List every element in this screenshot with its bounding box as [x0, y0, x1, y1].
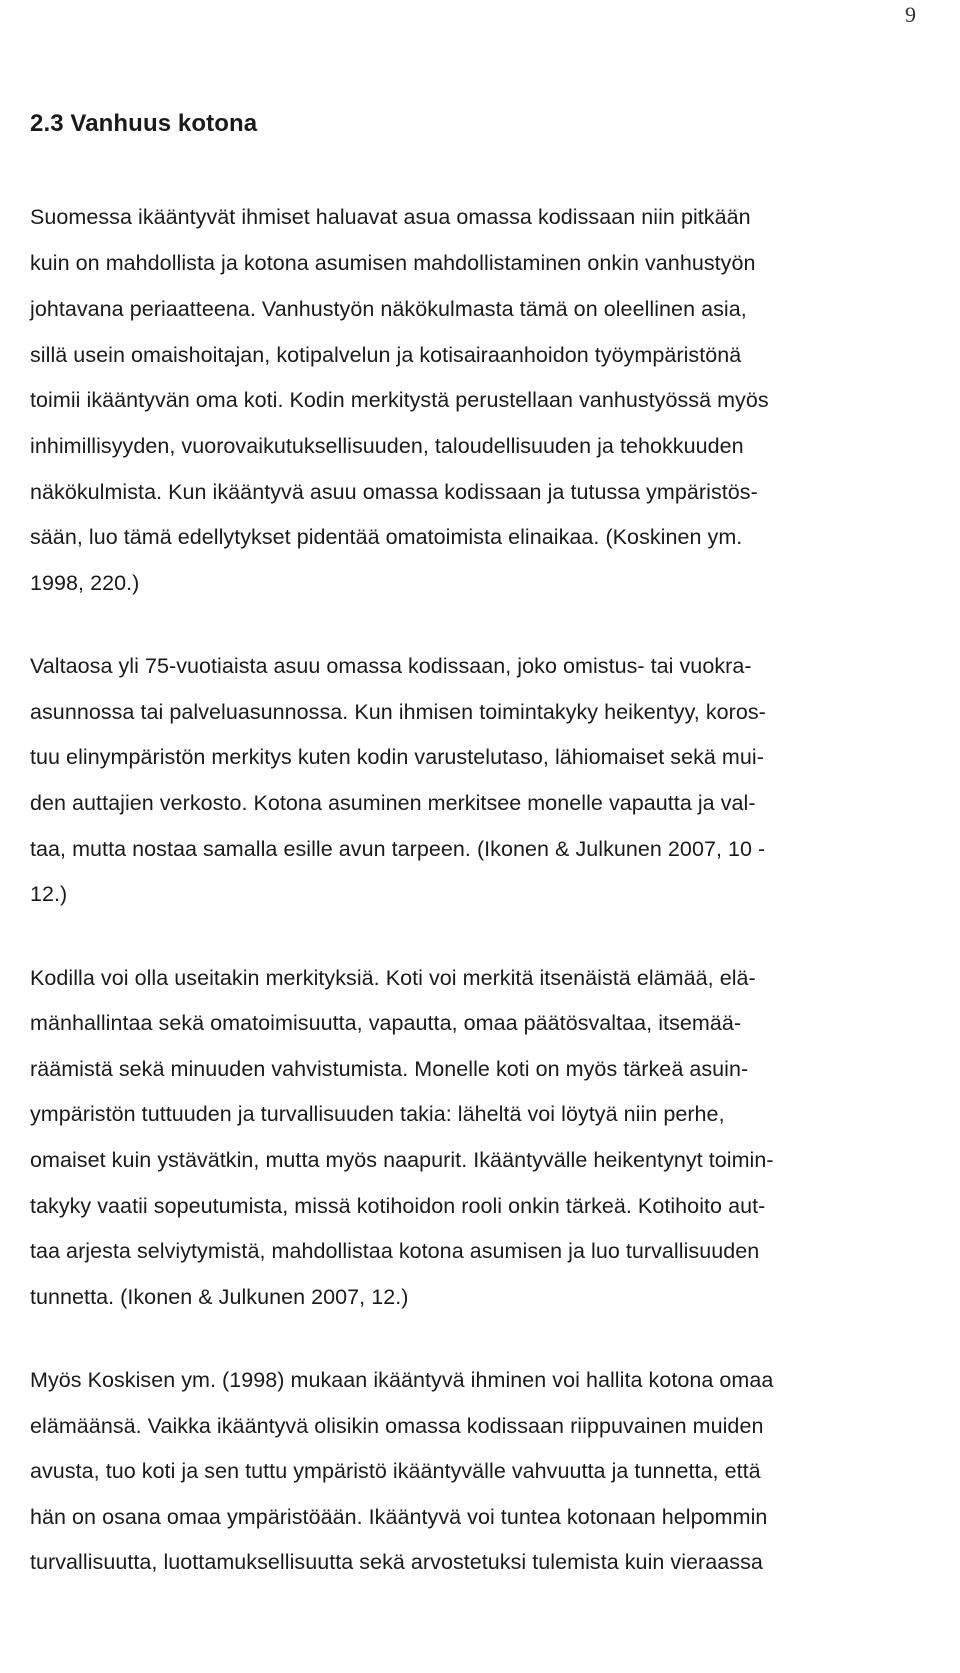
text-line: ympäristön tuttuuden ja turvallisuuden takia: läheltä voi löytyä niin perhe,	[30, 1102, 725, 1126]
text-line: den auttajien verkosto. Kotona asuminen merkitsee monelle vapautta ja val-	[30, 791, 756, 815]
text-line: sillä usein omaishoitajan, kotipalvelun ja kotisairaanhoidon työympäristönä	[30, 343, 742, 367]
section-heading: 2.3 Vanhuus kotona	[30, 110, 258, 137]
text-line: tuu elinympäristön merkitys kuten kodin varustelutaso, lähiomaiset sekä mui-	[30, 745, 764, 769]
text-line: toimii ikääntyvän oma koti. Kodin merkitystä perustellaan vanhustyössä myös	[30, 388, 769, 412]
text-line: näkökulmista. Kun ikääntyvä asuu omassa kodissaan ja tutussa ympäristös-	[30, 480, 758, 504]
text-line: avusta, tuo koti ja sen tuttu ympäristö ikääntyvälle vahvuutta ja tunnetta, että	[30, 1459, 761, 1483]
text-line: turvallisuutta, luottamuksellisuutta sekä arvostetuksi tulemista kuin vieraassa	[30, 1550, 763, 1574]
text-line: kuin on mahdollista ja kotona asumisen mahdollistaminen onkin vanhustyön	[30, 251, 756, 275]
text-line: hän on osana omaa ympäristöään. Ikääntyvä voi tuntea kotonaan helpommin	[30, 1505, 768, 1529]
text-line: Suomessa ikääntyvät ihmiset haluavat asua omassa kodissaan niin pitkään	[30, 205, 751, 229]
page-number: 9	[905, 2, 916, 27]
text-line: mänhallintaa sekä omatoimisuutta, vapautta, omaa päätösvaltaa, itsemää-	[30, 1011, 742, 1035]
text-line: asunnossa tai palveluasunnossa. Kun ihmisen toimintakyky heikentyy, koros-	[30, 700, 766, 724]
text-line: inhimillisyyden, vuorovaikutuksellisuuden, taloudellisuuden ja tehokkuuden	[30, 434, 744, 458]
text-line: 12.)	[30, 882, 68, 906]
text-line: tunnetta. (Ikonen & Julkunen 2007, 12.)	[30, 1285, 409, 1309]
text-line: johtavana periaatteena. Vanhustyön näkökulmasta tämä on oleellinen asia,	[30, 297, 747, 321]
text-line: 1998, 220.)	[30, 571, 140, 595]
text-line: taa arjesta selviytymistä, mahdollistaa kotona asumisen ja luo turvallisuuden	[30, 1239, 760, 1263]
text-line: Myös Koskisen ym. (1998) mukaan ikääntyvä ihminen voi hallita kotona omaa	[30, 1368, 774, 1392]
text-line: takyky vaatii sopeutumista, missä kotihoidon rooli onkin tärkeä. Kotihoito aut-	[30, 1194, 766, 1218]
text-line: elämäänsä. Vaikka ikääntyvä olisikin omassa kodissaan riippuvainen muiden	[30, 1414, 764, 1438]
text-line: Valtaosa yli 75-vuotiaista asuu omassa kodissaan, joko omistus- tai vuokra-	[30, 654, 752, 678]
text-line: Kodilla voi olla useitakin merkityksiä. Koti voi merkitä itsenäistä elämää, elä-	[30, 966, 756, 990]
text-line: omaiset kuin ystävätkin, mutta myös naapurit. Ikääntyvälle heikentynyt toimin-	[30, 1148, 774, 1172]
text-line: räämistä sekä minuuden vahvistumista. Monelle koti on myös tärkeä asuin-	[30, 1057, 749, 1081]
text-line: sään, luo tämä edellytykset pidentää omatoimista elinaikaa. (Koskinen ym.	[30, 525, 743, 549]
text-line: taa, mutta nostaa samalla esille avun tarpeen. (Ikonen & Julkunen 2007, 10 -	[30, 837, 766, 861]
